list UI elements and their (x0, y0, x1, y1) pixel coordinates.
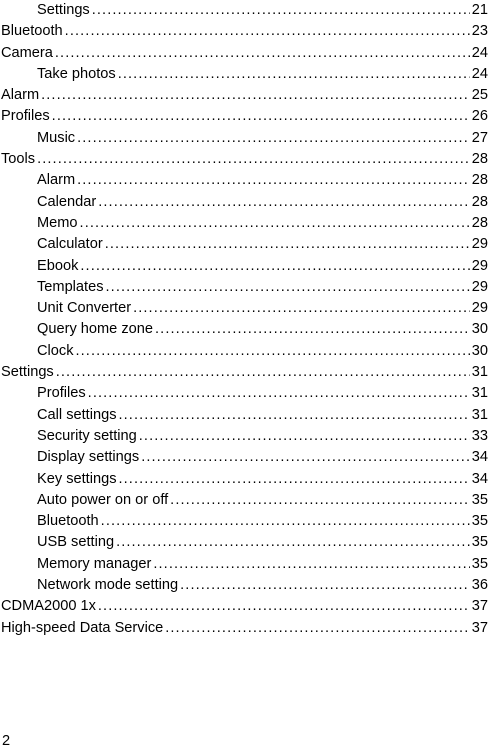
toc-leader-dots (41, 85, 470, 106)
toc-leader-dots (116, 532, 470, 553)
toc-entry (1, 575, 489, 596)
toc-entry (1, 383, 489, 404)
toc-leader-dots (52, 106, 470, 127)
toc-leader-dots (92, 0, 470, 21)
toc-entry (1, 490, 489, 511)
toc-entry-page: 29 (471, 278, 488, 295)
toc-entry-page: 24 (471, 44, 488, 61)
toc-entry (1, 362, 489, 383)
toc-entry-page: 28 (471, 214, 488, 231)
toc-leader-dots (153, 554, 469, 575)
toc-leader-dots (105, 234, 470, 255)
toc-leader-dots (101, 511, 470, 532)
toc-entry (1, 106, 489, 127)
toc-entry (1, 277, 489, 298)
toc-entry-page: 29 (471, 257, 488, 274)
toc-entry-title: Query home zone (37, 321, 154, 338)
toc-entry-page: 35 (471, 555, 488, 572)
toc-entry-title: Profiles (1, 108, 50, 125)
toc-entry-page: 24 (471, 65, 488, 82)
toc-entry-title: Display settings (37, 449, 140, 466)
toc-entry (1, 469, 489, 490)
toc-entry-title: Bluetooth (37, 513, 99, 530)
toc-entry (1, 170, 489, 191)
toc-entry-page: 21 (471, 2, 488, 18)
toc-leader-dots (88, 383, 470, 404)
toc-entry (1, 405, 489, 426)
toc-entry-title: Settings (37, 2, 90, 18)
toc-leader-dots (106, 277, 470, 298)
toc-entry (1, 596, 489, 617)
toc-entry (1, 43, 489, 64)
toc-entry (1, 618, 489, 639)
toc-entry-page: 34 (471, 470, 488, 487)
toc-entry-title: Memory manager (37, 555, 152, 572)
toc-entry-page: 25 (471, 87, 488, 104)
toc-entry-page: 29 (471, 236, 488, 253)
toc-entry-title: High-speed Data Service (1, 619, 164, 636)
toc-entry (1, 213, 489, 234)
toc-entry-page: 31 (471, 406, 488, 423)
toc-entry (1, 0, 489, 21)
toc-entry-page: 29 (471, 300, 488, 317)
page-number: 2 (2, 733, 11, 749)
toc-leader-dots (118, 64, 470, 85)
toc-leader-dots (37, 149, 470, 170)
toc-entry-title: Profiles (37, 385, 86, 402)
toc-entry-page: 28 (471, 151, 488, 168)
toc-entry (1, 447, 489, 468)
toc-entry-page: 28 (471, 193, 488, 210)
toc-leader-dots (65, 21, 470, 42)
toc-entry-title: Templates (37, 278, 104, 295)
toc-entry (1, 21, 489, 42)
toc-entry-title: Network mode setting (37, 577, 179, 594)
toc-entry-title: Settings (1, 364, 54, 381)
toc-entry (1, 85, 489, 106)
toc-leader-dots (155, 319, 470, 340)
toc-entry-title: Key settings (37, 470, 117, 487)
toc-entry (1, 64, 489, 85)
toc-leader-dots (141, 447, 470, 468)
toc-leader-dots (77, 128, 470, 149)
table-of-contents (1, 0, 489, 639)
toc-entry-title: Alarm (37, 172, 76, 189)
toc-leader-dots (98, 596, 470, 617)
toc-leader-dots (80, 256, 469, 277)
toc-entry (1, 532, 489, 553)
toc-entry-page: 35 (471, 513, 488, 530)
toc-leader-dots (180, 575, 470, 596)
toc-entry-title: Unit Converter (37, 300, 132, 317)
toc-leader-dots (76, 341, 470, 362)
toc-leader-dots (80, 213, 470, 234)
toc-leader-dots (119, 405, 470, 426)
toc-entry (1, 298, 489, 319)
toc-entry-page: 26 (471, 108, 488, 125)
toc-entry (1, 554, 489, 575)
toc-entry-page: 33 (471, 427, 488, 444)
toc-entry-page: 37 (471, 598, 488, 615)
toc-leader-dots (98, 192, 470, 213)
toc-entry-page: 36 (471, 577, 488, 594)
toc-entry (1, 426, 489, 447)
toc-entry-page: 35 (471, 534, 488, 551)
toc-entry (1, 256, 489, 277)
toc-entry-page: 35 (471, 491, 488, 508)
toc-entry (1, 128, 489, 149)
toc-entry (1, 511, 489, 532)
toc-entry (1, 234, 489, 255)
toc-entry-title: Alarm (1, 87, 40, 104)
toc-entry-title: Call settings (37, 406, 117, 423)
toc-entry-title: Calculator (37, 236, 103, 253)
toc-entry-title: Music (37, 129, 76, 146)
toc-entry-title: Calendar (37, 193, 97, 210)
toc-entry (1, 149, 489, 170)
toc-entry-page: 34 (471, 449, 488, 466)
toc-leader-dots (55, 43, 470, 64)
toc-entry-title: USB setting (37, 534, 115, 551)
toc-entry-page: 23 (471, 23, 488, 40)
toc-entry-title: Auto power on or off (37, 491, 169, 508)
toc-leader-dots (170, 490, 470, 511)
toc-leader-dots (165, 618, 470, 639)
toc-entry-page: 31 (471, 385, 488, 402)
toc-leader-dots (139, 426, 470, 447)
toc-entry-title: Clock (37, 342, 74, 359)
toc-entry-page: 31 (471, 364, 488, 381)
toc-entry-page: 28 (471, 172, 488, 189)
toc-entry-title: Bluetooth (1, 23, 63, 40)
toc-entry-title: Memo (37, 214, 78, 231)
toc-leader-dots (119, 469, 470, 490)
toc-entry-title: Take photos (37, 65, 116, 82)
toc-leader-dots (77, 170, 470, 191)
toc-entry (1, 192, 489, 213)
toc-leader-dots (56, 362, 470, 383)
toc-entry-title: Tools (1, 151, 36, 168)
toc-leader-dots (133, 298, 470, 319)
toc-entry-page: 30 (471, 342, 488, 359)
toc-entry (1, 341, 489, 362)
toc-entry-title: Camera (1, 44, 53, 61)
toc-entry-title: Security setting (37, 427, 137, 444)
toc-entry-page: 30 (471, 321, 488, 338)
toc-entry-page: 27 (471, 129, 488, 146)
toc-entry-title: CDMA2000 1x (1, 598, 96, 615)
toc-entry (1, 319, 489, 340)
toc-entry-title: Ebook (37, 257, 79, 274)
toc-entry-page: 37 (471, 619, 488, 636)
